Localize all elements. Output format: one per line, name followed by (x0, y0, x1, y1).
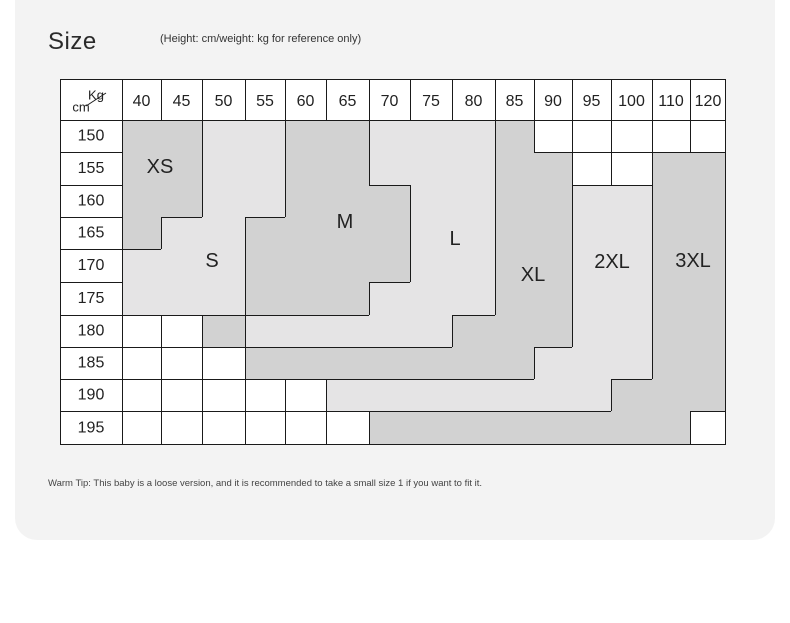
region-cell (161, 282, 202, 315)
region-cell (611, 185, 652, 217)
region-cell (495, 120, 534, 152)
region-cell (202, 347, 245, 379)
region-cell (122, 347, 161, 379)
height-label-cell: 170 (77, 257, 105, 274)
region-cell (202, 411, 245, 445)
region-cell (285, 120, 326, 152)
size-label-s: S (205, 250, 219, 272)
height-label-cell: 155 (77, 160, 105, 177)
region-cell (652, 379, 690, 411)
region-cell (534, 185, 572, 217)
region-cell (285, 315, 326, 347)
region-cell (690, 185, 726, 217)
region-cell (326, 347, 369, 379)
region-cell (495, 185, 534, 217)
region-cell (326, 282, 369, 315)
region-cell (326, 411, 369, 445)
region-cell (122, 249, 161, 282)
region-cell (652, 315, 690, 347)
region-cell (161, 249, 202, 282)
weight-header-cell: 65 (338, 93, 357, 110)
region-cell (122, 217, 161, 249)
region-cell (245, 282, 285, 315)
region-cell (452, 120, 495, 152)
region-cell (369, 379, 410, 411)
region-cell (369, 249, 410, 282)
region-cell (245, 120, 285, 152)
size-label-m: M (336, 211, 354, 233)
weight-header-cell: 95 (582, 93, 601, 110)
region-cell (534, 315, 572, 347)
weight-header-cell: 120 (694, 93, 722, 110)
region-cell (161, 379, 202, 411)
region-cell (572, 315, 611, 347)
height-label-cell: 150 (77, 127, 105, 145)
region-cell (285, 217, 326, 249)
region-cell (690, 347, 726, 379)
region-cell (122, 185, 161, 217)
region-cell (369, 152, 410, 185)
weight-header-cell: 100 (618, 93, 645, 110)
region-cell (161, 347, 202, 379)
region-cell (326, 120, 369, 152)
region-cell (410, 185, 452, 217)
region-cell (122, 379, 161, 411)
region-cell (452, 282, 495, 315)
region-cell (572, 379, 611, 411)
region-cell (326, 379, 369, 411)
weight-header-cell: 70 (380, 93, 399, 110)
region-cell (285, 185, 326, 217)
region-cell (369, 282, 410, 315)
region-cell (326, 249, 369, 282)
region-cell (652, 282, 690, 315)
region-cell (161, 411, 202, 445)
region-cell (690, 282, 726, 315)
region-cell (122, 282, 161, 315)
region-cell (245, 315, 285, 347)
region-cell (534, 217, 572, 249)
height-label-cell: 190 (77, 386, 105, 404)
region-cell (652, 120, 690, 152)
region-cell (534, 379, 572, 411)
region-cell (369, 217, 410, 249)
region-cell (611, 411, 652, 445)
height-label-cell: 185 (77, 354, 105, 372)
region-cell (611, 315, 652, 347)
region-cell (452, 152, 495, 185)
region-cell (534, 411, 572, 445)
region-cell (122, 315, 161, 347)
height-label-cell: 180 (77, 322, 105, 340)
region-cell (410, 152, 452, 185)
region-cell (452, 315, 495, 347)
region-cell (245, 249, 285, 282)
region-cell (534, 282, 572, 315)
region-cell (326, 315, 369, 347)
size-label-xl: XL (520, 264, 546, 286)
region-cell (572, 120, 611, 152)
region-cell (410, 379, 452, 411)
warm-tip: Warm Tip: This baby is a loose version, and it is recommended to take a small size 1 if you want to fit it. (48, 478, 483, 489)
region-cell (495, 217, 534, 249)
page-title: Size (48, 28, 97, 55)
region-cell (285, 152, 326, 185)
region-cell (245, 411, 285, 445)
region-cell (410, 282, 452, 315)
height-label-cell: 160 (77, 192, 105, 210)
region-cell (245, 217, 285, 249)
height-label-cell: 165 (77, 224, 105, 242)
region-cell (202, 315, 245, 347)
region-cell (122, 411, 161, 445)
region-cell (245, 347, 285, 379)
region-cell (245, 185, 285, 217)
region-cell (611, 120, 652, 152)
region-cell (369, 315, 410, 347)
region-cell (611, 282, 652, 315)
region-cell (202, 120, 245, 152)
region-cell (122, 120, 161, 152)
weight-header-cell: 75 (422, 93, 440, 110)
weight-header-cell: 80 (464, 93, 483, 110)
region-cell (652, 347, 690, 379)
region-cell (245, 152, 285, 185)
region-cell (410, 217, 452, 249)
region-cell (410, 347, 452, 379)
region-cell (652, 217, 690, 249)
region-cell (652, 152, 690, 185)
weight-header-cell: 45 (172, 93, 191, 110)
region-cell (690, 379, 726, 411)
region-cell (245, 379, 285, 411)
region-cell (285, 411, 326, 445)
height-label-cell: 175 (77, 290, 105, 307)
region-cell (572, 282, 611, 315)
region-cell (369, 347, 410, 379)
region-cell (534, 120, 572, 152)
region-cell (161, 120, 202, 152)
region-cell (285, 249, 326, 282)
region-cell (410, 249, 452, 282)
region-cell (161, 185, 202, 217)
region-cell (611, 379, 652, 411)
region-cell (690, 120, 726, 152)
region-cell (534, 152, 572, 185)
region-cell (369, 411, 410, 445)
region-cell (572, 217, 611, 249)
region-cell (452, 249, 495, 282)
region-cell (202, 217, 245, 249)
region-cell (410, 315, 452, 347)
page-subtitle: (Height: cm/weight: kg for reference only) (160, 33, 362, 45)
region-cell (652, 185, 690, 217)
weight-header-cell: 90 (544, 93, 562, 110)
region-cell (452, 411, 495, 445)
weight-header-cell: 50 (214, 93, 233, 110)
region-cell (495, 347, 534, 379)
weight-header-cell: 85 (505, 93, 524, 110)
region-cell (202, 152, 245, 185)
region-cell (611, 152, 652, 185)
region-cell (495, 411, 534, 445)
region-cell (161, 315, 202, 347)
region-cell (495, 315, 534, 347)
region-cell (690, 152, 726, 185)
region-cell (285, 379, 326, 411)
region-cell (572, 152, 611, 185)
size-label-l: L (449, 228, 461, 250)
region-cell (202, 379, 245, 411)
region-cell (452, 379, 495, 411)
height-label-cell: 195 (77, 419, 105, 437)
region-cell (611, 217, 652, 249)
region-cell (495, 379, 534, 411)
region-cell (326, 152, 369, 185)
region-cell (452, 185, 495, 217)
region-cell (495, 282, 534, 315)
region-cell (410, 120, 452, 152)
region-cell (572, 185, 611, 217)
region-cell (410, 411, 452, 445)
weight-header-cell: 40 (132, 93, 151, 110)
region-cell (161, 217, 202, 249)
size-label-3xl: 3XL (675, 250, 711, 272)
corner-cm-label: cm (72, 99, 90, 115)
corner-kg-label: Kg (88, 87, 104, 103)
region-cell (572, 347, 611, 379)
region-cell (572, 411, 611, 445)
region-cell (534, 347, 572, 379)
size-label-xs: XS (146, 156, 174, 178)
region-cell (452, 347, 495, 379)
weight-header-cell: 60 (296, 93, 315, 110)
region-cell (285, 347, 326, 379)
region-cell (652, 411, 690, 445)
region-cell (611, 347, 652, 379)
weight-header-cell: 110 (658, 93, 684, 110)
region-cell (369, 185, 410, 217)
region-cell (369, 120, 410, 152)
region-cell (202, 185, 245, 217)
region-cell (285, 282, 326, 315)
weight-header-cell: 55 (256, 93, 274, 110)
region-cell (495, 152, 534, 185)
region-cell (690, 411, 726, 445)
size-label-2xl: 2XL (594, 251, 630, 273)
region-cell (690, 217, 726, 249)
region-cell (690, 315, 726, 347)
region-cell (202, 282, 245, 315)
